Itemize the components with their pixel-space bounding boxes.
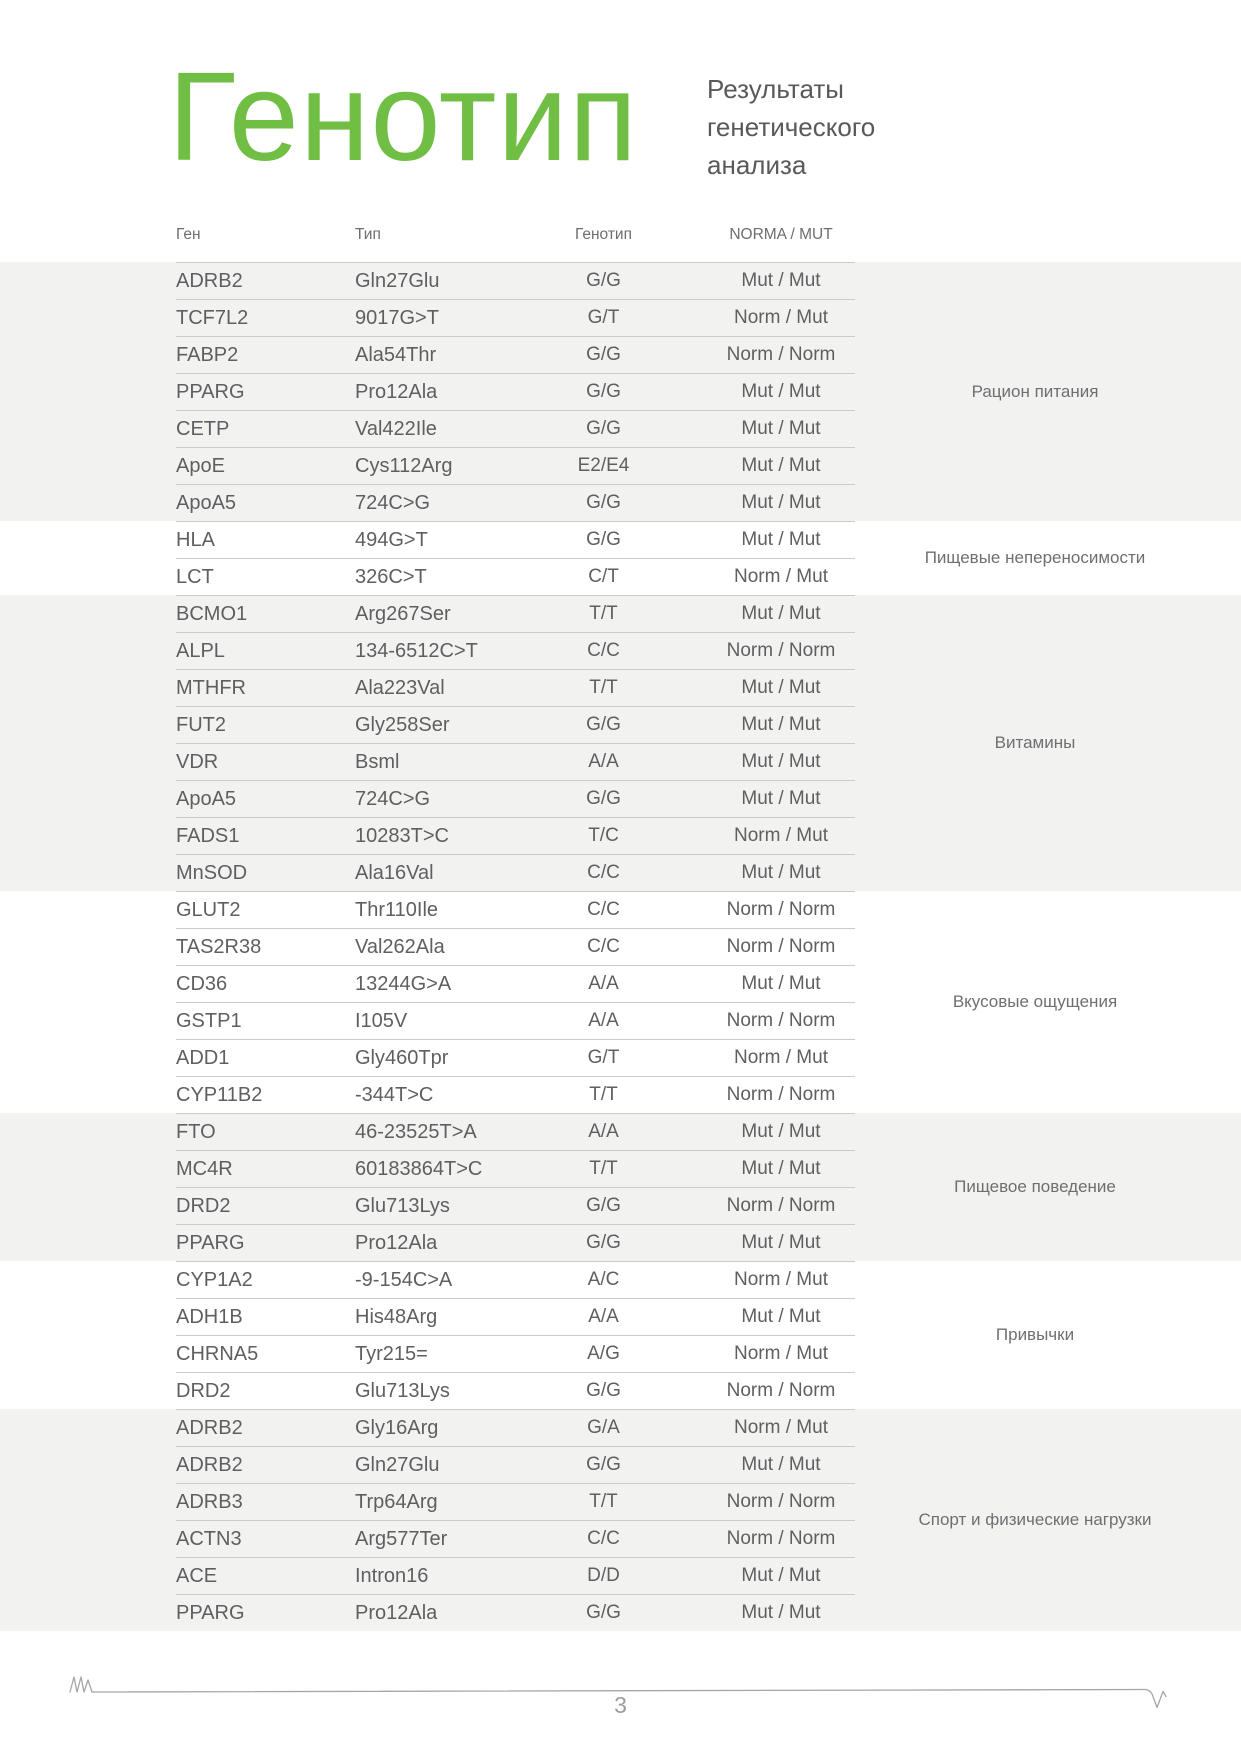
norma-mut-cell: Mut / Mut xyxy=(741,381,821,402)
brand-logo: Генотип xyxy=(168,46,639,187)
table-row xyxy=(176,1520,855,1557)
genotype-cell: G/G xyxy=(586,714,621,735)
table-row xyxy=(176,706,855,743)
gene-cell: MC4R xyxy=(176,1157,233,1180)
table-row xyxy=(176,447,855,484)
genotype-cell: G/G xyxy=(586,1602,621,1623)
gene-cell: GLUT2 xyxy=(176,898,241,921)
table-row xyxy=(176,854,855,891)
type-cell: Pro12Ala xyxy=(355,1601,438,1624)
type-cell: 134-6512C>T xyxy=(355,639,478,662)
norma-mut-cell: Mut / Mut xyxy=(741,862,821,883)
norma-mut-cell: Mut / Mut xyxy=(741,270,821,291)
genotype-cell: G/T xyxy=(587,1047,620,1068)
norma-mut-cell: Norm / Mut xyxy=(734,566,828,587)
table-row xyxy=(176,1076,855,1113)
table-row xyxy=(176,262,855,299)
norma-mut-cell: Norm / Norm xyxy=(726,640,836,661)
genotype-cell: T/T xyxy=(589,1491,618,1512)
norma-mut-cell: Norm / Norm xyxy=(726,1010,836,1031)
gene-cell: GSTP1 xyxy=(176,1009,242,1032)
category-label: Пищевое поведение xyxy=(954,1177,1116,1196)
norma-mut-cell: Mut / Mut xyxy=(741,529,821,550)
genotype-cell: G/G xyxy=(586,492,621,513)
type-cell: Thr110Ile xyxy=(355,898,439,921)
subtitle-line: анализа xyxy=(707,150,807,180)
table-row xyxy=(176,1557,855,1594)
genotype-cell: G/G xyxy=(586,1454,621,1475)
gene-cell: ADRB3 xyxy=(176,1490,243,1513)
report-subtitle xyxy=(707,70,875,184)
gene-cell: ACE xyxy=(176,1564,218,1587)
genotype-cell: G/T xyxy=(587,307,620,328)
category-label: Спорт и физические нагрузки xyxy=(918,1510,1152,1529)
genotype-cell: T/T xyxy=(589,1084,618,1105)
table-row xyxy=(176,817,855,854)
genotype-cell: G/G xyxy=(586,270,621,291)
category-label: Привычки xyxy=(995,1325,1075,1344)
norma-mut-cell: Mut / Mut xyxy=(741,1454,821,1475)
type-cell: Tyr215= xyxy=(355,1342,428,1365)
norma-mut-cell: Norm / Mut xyxy=(734,1047,828,1068)
type-cell: Ala223Val xyxy=(355,676,445,699)
norma-mut-cell: Mut / Mut xyxy=(741,603,821,624)
type-cell: Pro12Ala xyxy=(355,1231,438,1254)
type-cell: 326C>T xyxy=(355,565,427,588)
norma-mut-cell: Norm / Norm xyxy=(726,1380,836,1401)
type-cell: 46-23525T>A xyxy=(355,1120,477,1143)
norma-mut-cell: Mut / Mut xyxy=(741,1565,821,1586)
type-cell: Intron16 xyxy=(355,1564,429,1587)
table-row xyxy=(176,1409,855,1446)
table-row xyxy=(176,1113,855,1150)
table-row xyxy=(176,299,855,336)
table-row xyxy=(176,558,855,595)
norma-mut-cell: Norm / Norm xyxy=(726,899,836,920)
type-cell: Val422Ile xyxy=(355,417,437,440)
norma-mut-cell: Mut / Mut xyxy=(741,1232,821,1253)
table-row xyxy=(176,965,855,1002)
genotype-cell: T/C xyxy=(588,825,619,846)
type-cell: Arg267Ser xyxy=(355,602,451,625)
genotype-cell: C/C xyxy=(587,1528,620,1549)
type-cell: 13244G>A xyxy=(355,972,452,995)
gene-cell: ADRB2 xyxy=(176,269,243,292)
norma-mut-cell: Mut / Mut xyxy=(741,455,821,476)
gene-cell: PPARG xyxy=(176,380,245,403)
genotype-cell: G/G xyxy=(586,529,621,550)
table-row xyxy=(176,780,855,817)
norma-mut-cell: Mut / Mut xyxy=(741,1602,821,1623)
table-row xyxy=(176,1039,855,1076)
type-cell: Ala54Thr xyxy=(355,343,437,366)
gene-cell: TAS2R38 xyxy=(176,935,262,958)
norma-mut-cell: Norm / Mut xyxy=(734,825,828,846)
gene-cell: CD36 xyxy=(176,972,228,995)
genotype-cell: G/G xyxy=(586,418,621,439)
subtitle-line: Результаты xyxy=(707,74,844,104)
norma-mut-cell: Norm / Mut xyxy=(734,1343,828,1364)
type-cell: Cys112Arg xyxy=(355,454,453,477)
type-cell: Bsml xyxy=(355,750,400,773)
table-row xyxy=(176,484,855,521)
category-label: Вкусовые ощущения xyxy=(952,992,1118,1011)
col-header-gene: Ген xyxy=(176,226,201,243)
type-cell: 724C>G xyxy=(355,787,431,810)
genotype-cell: A/A xyxy=(588,1010,619,1031)
norma-mut-cell: Norm / Mut xyxy=(734,307,828,328)
genotype-cell: G/A xyxy=(587,1417,620,1438)
gene-cell: ApoE xyxy=(176,454,225,477)
norma-mut-cell: Norm / Mut xyxy=(734,1417,828,1438)
norma-mut-cell: Norm / Norm xyxy=(726,1084,836,1105)
norma-mut-cell: Norm / Norm xyxy=(726,936,836,957)
genotype-cell: A/G xyxy=(587,1343,620,1364)
genotype-cell: A/A xyxy=(588,751,619,772)
genotype-cell: C/C xyxy=(587,899,620,920)
gene-cell: FADS1 xyxy=(176,824,240,847)
table-row xyxy=(176,373,855,410)
type-cell: I105V xyxy=(355,1009,408,1032)
norma-mut-cell: Mut / Mut xyxy=(741,677,821,698)
table-row xyxy=(176,1335,855,1372)
table-row xyxy=(176,336,855,373)
subtitle-line: генетического xyxy=(707,112,876,142)
genotype-cell: C/T xyxy=(588,566,619,587)
type-cell: Glu713Lys xyxy=(355,1379,450,1402)
norma-mut-cell: Norm / Norm xyxy=(726,1528,836,1549)
genotype-cell: G/G xyxy=(586,344,621,365)
table-row xyxy=(176,1483,855,1520)
gene-cell: FTO xyxy=(176,1120,216,1143)
gene-cell: ApoA5 xyxy=(176,491,237,514)
gene-cell: TCF7L2 xyxy=(176,306,249,329)
gene-cell: CYP1A2 xyxy=(176,1268,253,1291)
table-row xyxy=(176,1224,855,1261)
genotype-cell: G/G xyxy=(586,788,621,809)
col-header-genotype: Генотип xyxy=(575,226,632,243)
gene-cell: LCT xyxy=(176,565,214,588)
gene-cell: MnSOD xyxy=(176,861,248,884)
table-row xyxy=(176,595,855,632)
norma-mut-cell: Mut / Mut xyxy=(741,714,821,735)
table-row xyxy=(176,1261,855,1298)
gene-cell: CHRNA5 xyxy=(176,1342,259,1365)
norma-mut-cell: Mut / Mut xyxy=(741,418,821,439)
gene-cell: PPARG xyxy=(176,1231,245,1254)
gene-cell: ADD1 xyxy=(176,1046,230,1069)
norma-mut-cell: Mut / Mut xyxy=(741,1158,821,1179)
gene-cell: BCMO1 xyxy=(176,602,248,625)
gene-cell: ADH1B xyxy=(176,1305,243,1328)
genotype-cell: C/C xyxy=(587,936,620,957)
norma-mut-cell: Norm / Norm xyxy=(726,344,836,365)
category-label: Витамины xyxy=(994,733,1076,752)
col-header-norma-mut: NORMA / MUT xyxy=(729,226,833,243)
type-cell: 494G>T xyxy=(355,528,428,551)
table-row xyxy=(176,891,855,928)
genotype-cell: G/G xyxy=(586,381,621,402)
genotype-cell: G/G xyxy=(586,1195,621,1216)
genotype-cell: G/G xyxy=(586,1380,621,1401)
type-cell: 724C>G xyxy=(355,491,431,514)
gene-cell: DRD2 xyxy=(176,1194,231,1217)
type-cell: Trp64Arg xyxy=(355,1490,438,1513)
table-row xyxy=(176,1594,855,1631)
genotype-cell: D/D xyxy=(587,1565,620,1586)
type-cell: Arg577Ter xyxy=(355,1527,448,1550)
gene-cell: PPARG xyxy=(176,1601,245,1624)
gene-cell: CYP11B2 xyxy=(176,1083,263,1106)
category-label: Рацион питания xyxy=(971,381,1099,401)
col-header-type: Тип xyxy=(355,226,381,243)
genotype-cell: A/A xyxy=(588,973,619,994)
genotype-cell: C/C xyxy=(587,640,620,661)
norma-mut-cell: Mut / Mut xyxy=(741,492,821,513)
table-row xyxy=(176,1002,855,1039)
table-row xyxy=(176,743,855,780)
gene-cell: FABP2 xyxy=(176,343,239,366)
norma-mut-cell: Norm / Norm xyxy=(726,1491,836,1512)
gene-cell: MTHFR xyxy=(176,676,246,699)
type-cell: 60183864T>C xyxy=(355,1157,483,1180)
genotype-cell: G/G xyxy=(586,1232,621,1253)
table-column-headers xyxy=(176,226,855,244)
genotype-cell: E2/E4 xyxy=(577,455,630,476)
gene-cell: ADRB2 xyxy=(176,1453,243,1476)
table-row xyxy=(176,1187,855,1224)
norma-mut-cell: Norm / Mut xyxy=(734,1269,828,1290)
gene-cell: VDR xyxy=(176,750,219,773)
gene-cell: ADRB2 xyxy=(176,1416,243,1439)
type-cell: Pro12Ala xyxy=(355,380,438,403)
norma-mut-cell: Mut / Mut xyxy=(741,1306,821,1327)
table-row xyxy=(176,1150,855,1187)
type-cell: -9-154C>A xyxy=(355,1268,453,1291)
gene-cell: ACTN3 xyxy=(176,1527,242,1550)
category-label: Пищевые непереносимости xyxy=(924,548,1146,567)
gene-cell: HLA xyxy=(176,528,215,551)
genotype-cell: T/T xyxy=(589,677,618,698)
table-row xyxy=(176,1372,855,1409)
type-cell: Ala16Val xyxy=(355,861,434,884)
page-number: 3 xyxy=(614,1692,627,1718)
type-cell: Val262Ala xyxy=(355,935,445,958)
type-cell: Glu713Lys xyxy=(355,1194,450,1217)
genotype-cell: A/A xyxy=(588,1121,619,1142)
norma-mut-cell: Mut / Mut xyxy=(741,1121,821,1142)
type-cell: 10283T>C xyxy=(355,824,449,847)
norma-mut-cell: Mut / Mut xyxy=(741,751,821,772)
gene-cell: ApoA5 xyxy=(176,787,237,810)
type-cell: His48Arg xyxy=(355,1305,438,1328)
gene-cell: DRD2 xyxy=(176,1379,231,1402)
genotype-cell: A/C xyxy=(587,1269,620,1290)
genotype-cell: T/T xyxy=(589,603,618,624)
type-cell: Gly16Arg xyxy=(355,1416,439,1439)
table-row xyxy=(176,928,855,965)
table-row xyxy=(176,521,855,558)
type-cell: Gly460Tpr xyxy=(355,1046,449,1069)
table-row xyxy=(176,1446,855,1483)
table-row xyxy=(176,410,855,447)
type-cell: 9017G>T xyxy=(355,306,439,329)
gene-cell: FUT2 xyxy=(176,713,226,736)
type-cell: -344T>C xyxy=(355,1083,434,1106)
gene-cell: ALPL xyxy=(176,639,225,662)
genotype-cell: T/T xyxy=(589,1158,618,1179)
norma-mut-cell: Mut / Mut xyxy=(741,973,821,994)
genotype-cell: C/C xyxy=(587,862,620,883)
norma-mut-cell: Mut / Mut xyxy=(741,788,821,809)
norma-mut-cell: Norm / Norm xyxy=(726,1195,836,1216)
genotype-cell: A/A xyxy=(588,1306,619,1327)
table-row xyxy=(176,632,855,669)
type-cell: Gly258Ser xyxy=(355,713,450,736)
type-cell: Gln27Glu xyxy=(355,1453,440,1476)
type-cell: Gln27Glu xyxy=(355,269,440,292)
table-row xyxy=(176,669,855,706)
table-row xyxy=(176,1298,855,1335)
gene-cell: CETP xyxy=(176,417,230,440)
